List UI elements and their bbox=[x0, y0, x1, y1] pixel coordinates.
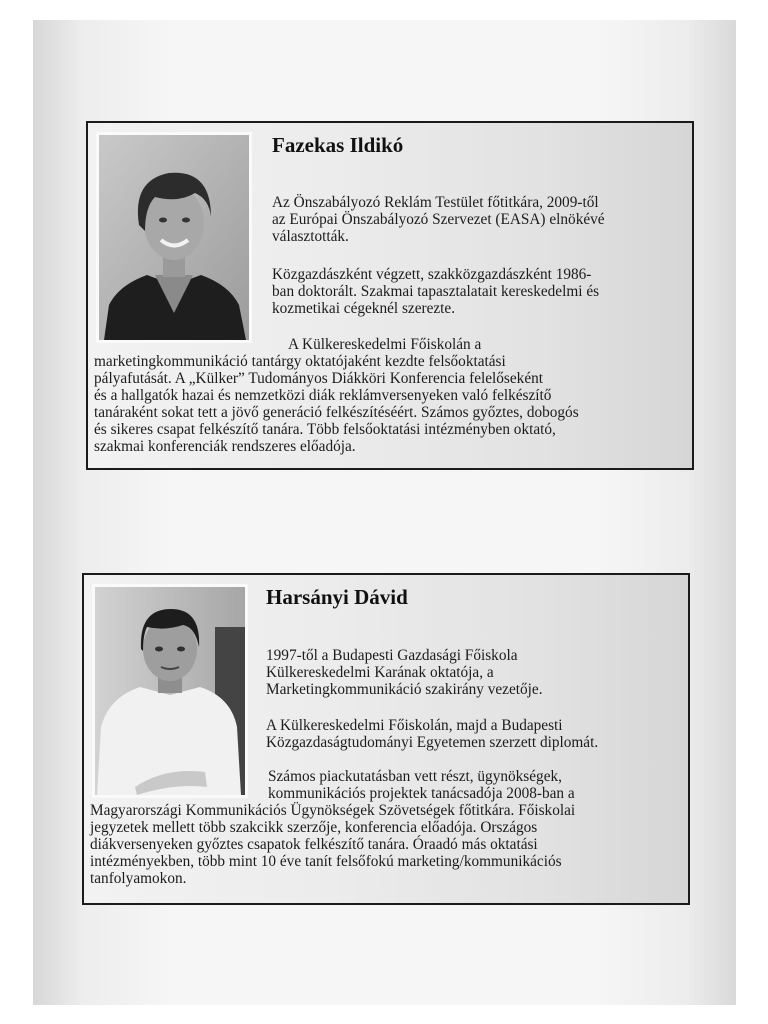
bio-line: kozmetikai cégeknél szerezte. bbox=[272, 300, 456, 317]
bio-line: szakmai konferenciák rendszeres előadója. bbox=[94, 438, 356, 455]
bio-line: jegyzetek mellett több szakcikk szerzője, konferencia előadója. Országos bbox=[90, 819, 538, 836]
bio-line: és sikeres csapat felkészítő tanára. Több felsőoktatási intézményben oktató, bbox=[94, 421, 556, 438]
bio-line: marketingkommunikáció tantárgy oktatójaként kezdte felsőoktatási bbox=[94, 353, 506, 370]
bio-line: intézményekben, több mint 10 éve tanít felsőfokú marketing/kommunikációs bbox=[90, 853, 562, 870]
profile-card-harsanyi bbox=[82, 573, 690, 905]
bio-paragraph-1 bbox=[266, 647, 543, 698]
bio-line: és a hallgatók hazai és nemzetközi diák reklámversenyeken való felkészítő bbox=[94, 387, 552, 404]
bio-line: A Külkereskedelmi Főiskolán a bbox=[288, 336, 482, 353]
bio-line: 1997-től a Budapesti Gazdasági Főiskola bbox=[266, 647, 518, 664]
bio-line: diákversenyeken győztes csapatok felkészítő tanára. Óraadó más oktatási bbox=[90, 836, 538, 853]
portrait-woman-icon bbox=[99, 135, 249, 340]
profile-photo bbox=[92, 584, 248, 798]
bio-line: tanfolyamokon. bbox=[90, 870, 187, 887]
bio-line: kommunikációs projektek tanácsadója 2008-ban a bbox=[268, 785, 575, 802]
bio-line: Külkereskedelmi Karának oktatója, a bbox=[266, 664, 494, 681]
bio-line: tanáraként sokat tett a jövő generáció felkészítéséért. Számos győztes, dobogós bbox=[94, 404, 579, 421]
bio-line: választották. bbox=[272, 228, 349, 245]
profile-card-fazekas bbox=[86, 121, 694, 470]
bio-paragraph-3 bbox=[94, 336, 579, 455]
bio-line: Marketingkommunikáció szakirány vezetője. bbox=[266, 681, 543, 698]
bio-paragraph-2 bbox=[272, 266, 599, 317]
portrait-man-icon bbox=[95, 587, 245, 795]
profile-name: Fazekas Ildikó bbox=[272, 133, 404, 157]
bio-line: A Külkereskedelmi Főiskolán, majd a Budapesti bbox=[266, 717, 563, 734]
bio-line: az Európai Önszabályozó Szervezet (EASA) elnökévé bbox=[272, 211, 605, 228]
bio-line: Az Önszabályozó Reklám Testület főtitkára, 2009-től bbox=[272, 194, 599, 211]
bio-line: Közgazdaságtudományi Egyetemen szerzett diplomát. bbox=[266, 734, 599, 751]
bio-line: Közgazdászként végzett, szakközgazdászként 1986- bbox=[272, 266, 592, 283]
bio-line: Számos piackutatásban vett részt, ügynökségek, bbox=[268, 768, 562, 785]
bio-paragraph-3 bbox=[90, 768, 575, 887]
bio-paragraph-1 bbox=[272, 194, 605, 245]
bio-line: ban doktorált. Szakmai tapasztalatait kereskedelmi és bbox=[272, 283, 600, 300]
profile-name: Harsányi Dávid bbox=[266, 585, 408, 609]
bio-paragraph-2 bbox=[266, 717, 598, 751]
profile-photo bbox=[96, 132, 252, 343]
bio-line: pályafutását. A „Külker” Tudományos Diákköri Konferencia felelőseként bbox=[94, 370, 544, 387]
bio-line: Magyarországi Kommunikációs Ügynökségek Szövetségek főtitkára. Főiskolai bbox=[90, 802, 576, 819]
